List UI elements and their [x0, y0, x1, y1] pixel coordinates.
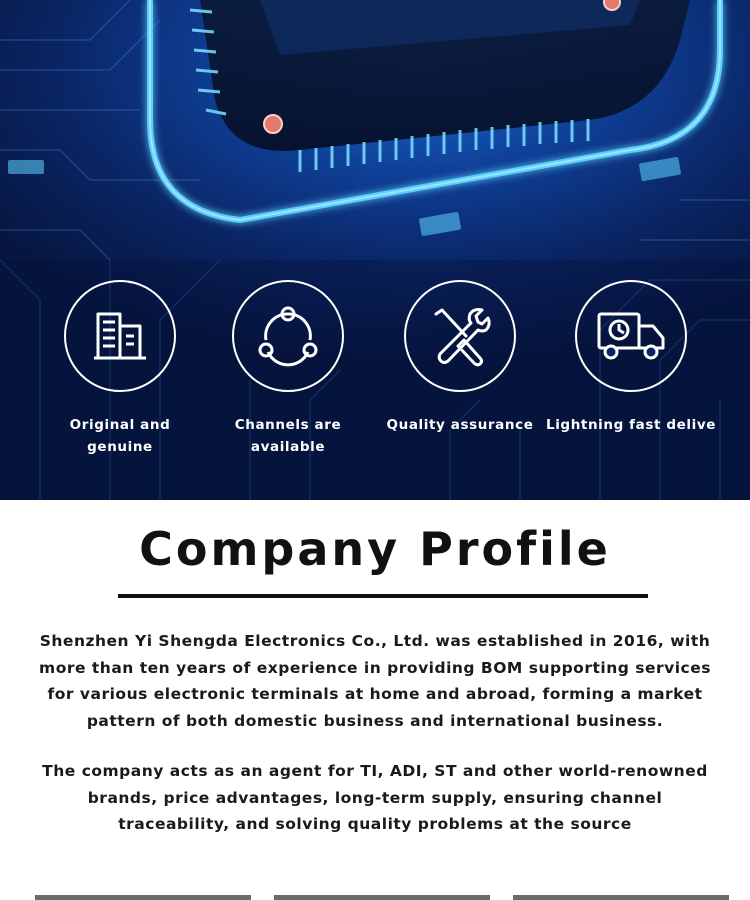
feature-label: Original and genuine — [69, 417, 171, 455]
feature-label: Channels are available — [234, 417, 342, 455]
feature-ring — [575, 280, 687, 392]
feature-ring — [64, 280, 176, 392]
title-underline — [118, 594, 648, 598]
feature-ring — [232, 280, 344, 392]
feature-channels — [203, 280, 373, 458]
feature-fast-delivery — [546, 280, 716, 436]
company-agency-statement: The company acts as an agent for TI, ADI, ST and other world-renowned brands, price advantages, long-term supply, ensuring channel traceability, and solving quality problems at the source — [42, 762, 708, 833]
tools-icon — [428, 304, 492, 368]
section-title: Company Profile — [139, 522, 611, 576]
feature-quality — [375, 280, 545, 436]
gallery-image — [35, 895, 251, 900]
feature-ring — [404, 280, 516, 392]
gallery-image — [274, 895, 490, 900]
company-description: Shenzhen Yi Shengda Electronics Co., Ltd. was established in 2016, with more than ten years of experience in providing BOM supporting services for various electronic terminals at home and abroad, forming a market pattern of both domestic business and international business. — [39, 632, 711, 730]
feature-label: Lightning fast delive — [546, 417, 716, 433]
feature-label: Quality assurance — [386, 417, 534, 433]
gallery-image — [513, 895, 729, 900]
network-icon — [253, 304, 323, 368]
building-icon — [90, 306, 150, 366]
feature-original-genuine — [35, 280, 205, 458]
delivery-truck-icon — [595, 308, 667, 364]
